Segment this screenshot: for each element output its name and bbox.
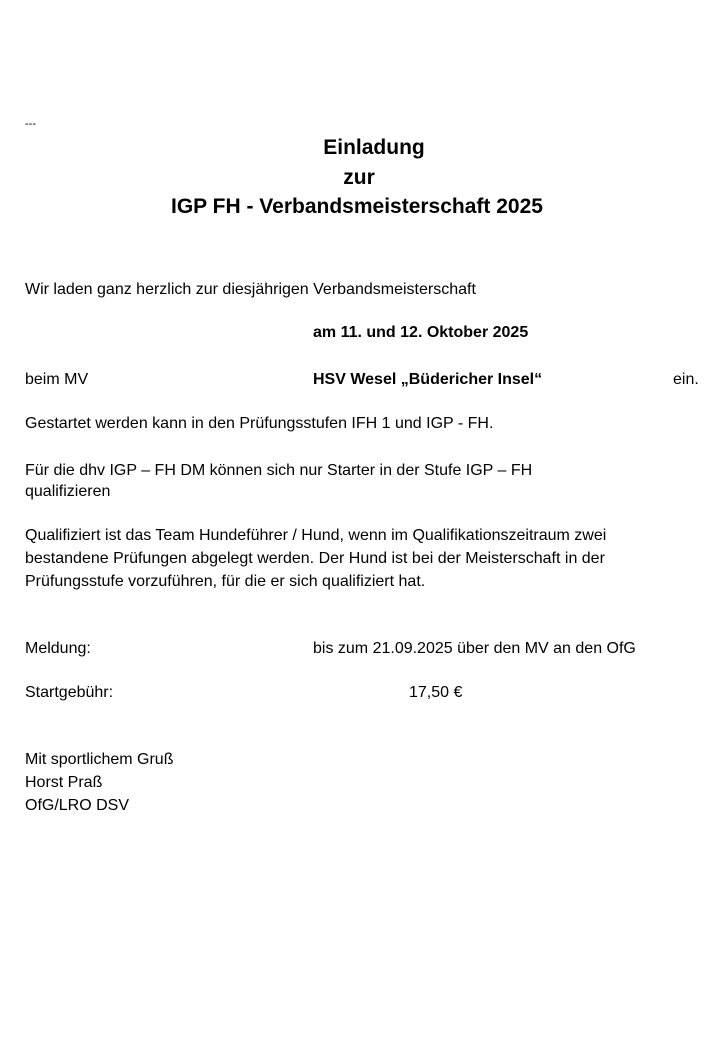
document-marker: --- (25, 118, 36, 130)
event-date: am 11. und 12. Oktober 2025 (313, 324, 529, 341)
qualification-line2: bestandene Prüfungen abgelegt werden. Der Hund ist bei der Meisterschaft in der (25, 550, 605, 567)
levels-text: Gestartet werden kann in den Prüfungsstufen IFH 1 und IGP - FH. (25, 415, 494, 432)
venue-label: beim MV (25, 371, 89, 388)
registration-label: Meldung: (25, 640, 91, 657)
title-event: IGP FH - Verbandsmeisterschaft 2025 (171, 195, 543, 218)
dm-text-line1: Für die dhv IGP – FH DM können sich nur Starter in der Stufe IGP – FH (25, 462, 533, 479)
fee-label: Startgebühr: (25, 684, 114, 701)
signer-organization: OfG/LRO DSV (25, 797, 130, 814)
title-zur: zur (343, 166, 375, 189)
registration-value: bis zum 21.09.2025 über den MV an den OfG (313, 640, 636, 657)
title-einladung: Einladung (323, 136, 425, 159)
fee-value: 17,50 € (409, 684, 463, 701)
venue-suffix: ein. (673, 371, 699, 388)
intro-text: Wir laden ganz herzlich zur diesjährigen Verbandsmeisterschaft (25, 281, 476, 298)
venue-name: HSV Wesel „Büdericher Insel“ (313, 371, 543, 388)
qualification-line1: Qualifiziert ist das Team Hundeführer / Hund, wenn im Qualifikationszeitraum zwei (25, 527, 607, 544)
closing-greeting: Mit sportlichem Gruß (25, 751, 174, 768)
signer-name: Horst Praß (25, 774, 103, 791)
dm-text-line2: qualifizieren (25, 483, 111, 500)
qualification-line3: Prüfungsstufe vorzuführen, für die er sich qualifiziert hat. (25, 573, 426, 590)
